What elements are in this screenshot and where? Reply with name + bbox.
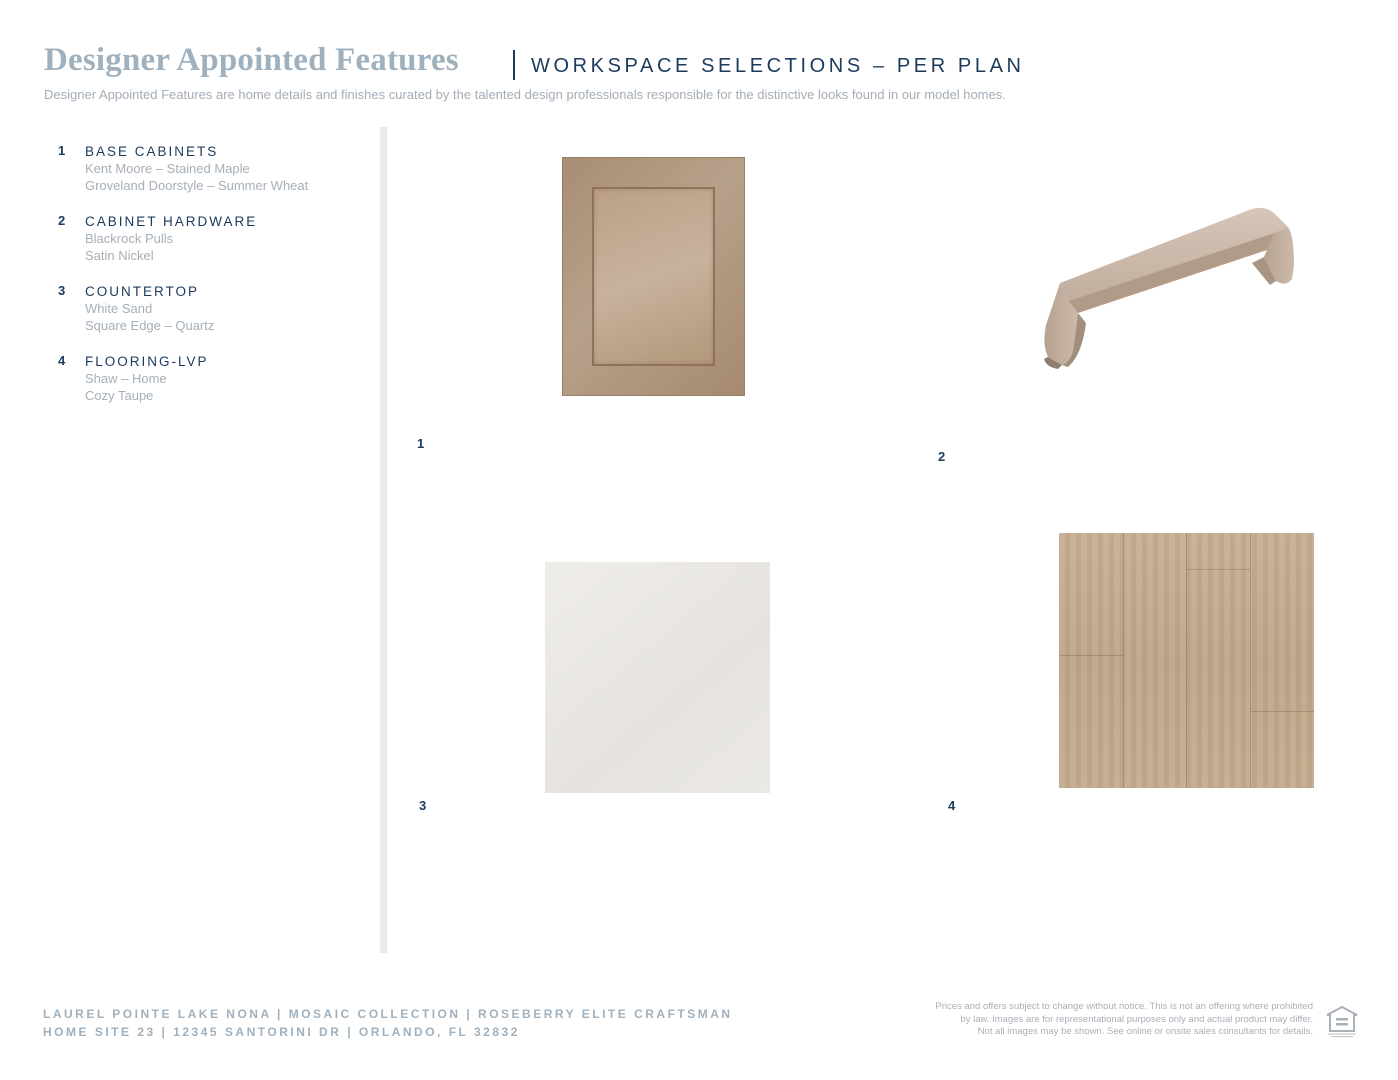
footer-address-line: HOME SITE 23 | 12345 SANTORINI DR | ORLANDO, FL 32832 <box>43 1025 520 1039</box>
feature-name: BASE CABINETS <box>85 144 219 159</box>
page-subtitle: WORKSPACE SELECTIONS – PER PLAN <box>531 55 1025 77</box>
page-title: Designer Appointed Features <box>44 42 459 78</box>
feature-detail: Square Edge – Quartz <box>85 318 215 333</box>
feature-number: 1 <box>58 143 66 158</box>
title-divider <box>513 50 515 80</box>
cabinet-door-panel <box>592 187 715 366</box>
image-label-4: 4 <box>948 798 956 813</box>
image-label-1: 1 <box>417 436 425 451</box>
feature-item-cabinet-hardware <box>58 213 368 264</box>
countertop-swatch-image <box>545 562 770 793</box>
feature-detail: Cozy Taupe <box>85 388 154 403</box>
feature-name: FLOORING-LVP <box>85 354 209 369</box>
feature-detail: Shaw – Home <box>85 371 167 386</box>
flooring-swatch-image <box>1059 533 1314 788</box>
feature-name: COUNTERTOP <box>85 284 200 299</box>
feature-detail: Groveland Doorstyle – Summer Wheat <box>85 178 309 193</box>
equal-housing-opportunity-icon <box>1325 1005 1359 1039</box>
flooring-plank-line <box>1186 533 1187 788</box>
cabinet-door-image <box>562 157 745 396</box>
flooring-seam <box>1186 569 1250 570</box>
feature-detail: White Sand <box>85 301 153 316</box>
cabinet-pull-image <box>1038 205 1300 375</box>
feature-name: CABINET HARDWARE <box>85 214 258 229</box>
feature-item-flooring <box>58 353 368 404</box>
feature-number: 2 <box>58 213 66 228</box>
feature-item-countertop <box>58 283 368 334</box>
image-label-3: 3 <box>419 798 427 813</box>
flooring-plank-line <box>1123 533 1124 788</box>
feature-detail: Satin Nickel <box>85 248 154 263</box>
footer-community-line: LAUREL POINTE LAKE NONA | MOSAIC COLLECTION | ROSEBERRY ELITE CRAFTSMAN <box>43 1007 733 1021</box>
disclaimer-line: Not all images may be shown. See online or onsite sales consultants for details. <box>977 1026 1313 1037</box>
feature-number: 3 <box>58 283 66 298</box>
flooring-seam <box>1059 655 1123 656</box>
legal-disclaimer <box>860 1001 1313 1039</box>
feature-item-base-cabinets <box>58 143 368 194</box>
feature-list <box>58 143 368 423</box>
disclaimer-line: by law. Images are for representational purposes only and actual product may differ. <box>960 1013 1313 1025</box>
intro-text: Designer Appointed Features are home details and finishes curated by the talented design professionals responsible for the distinctive looks found in our model homes. <box>44 87 1006 102</box>
feature-detail: Kent Moore – Stained Maple <box>85 161 250 176</box>
vertical-divider <box>380 127 387 953</box>
feature-detail: Blackrock Pulls <box>85 231 174 246</box>
disclaimer-line: Prices and offers subject to change without notice. This is not an offering where prohibited <box>935 1001 1313 1012</box>
flooring-plank-line <box>1250 533 1251 788</box>
flooring-seam <box>1250 711 1314 712</box>
feature-number: 4 <box>58 353 66 368</box>
image-label-2: 2 <box>938 449 946 464</box>
